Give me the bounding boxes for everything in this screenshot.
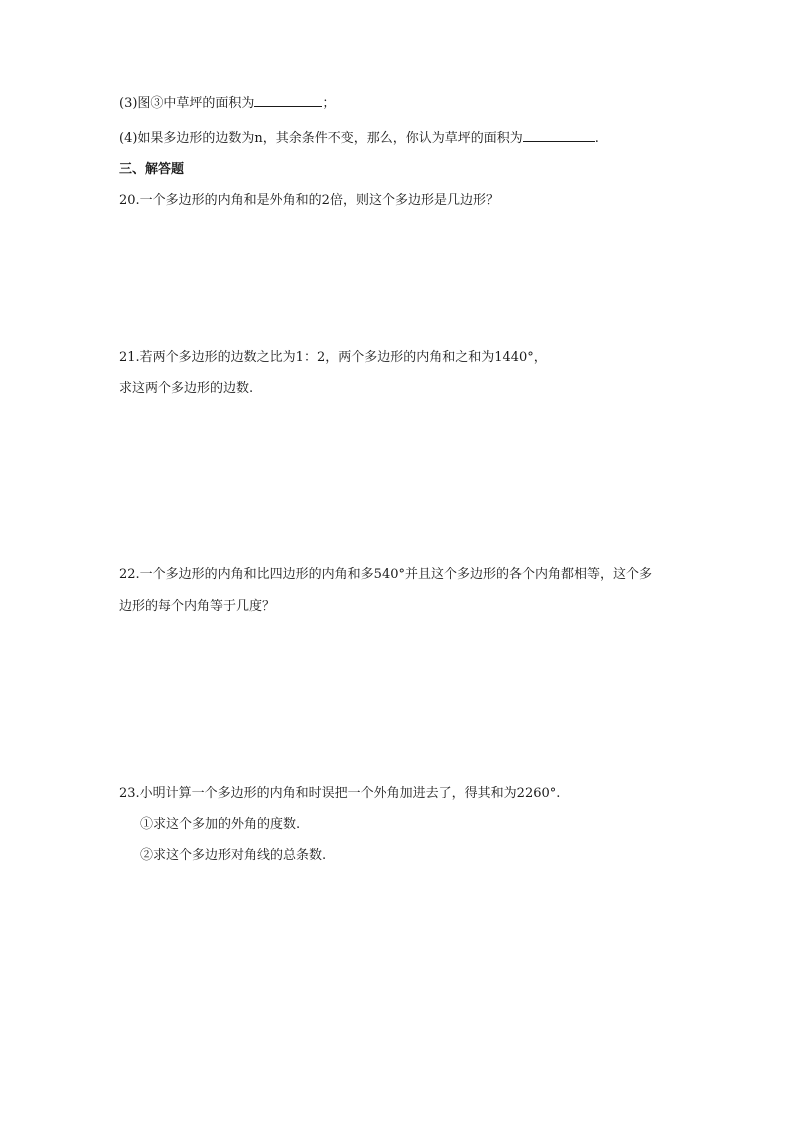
section-title: 三、解答题 bbox=[119, 162, 185, 177]
fill-in-q4 bbox=[119, 129, 599, 148]
q4-punct: . bbox=[594, 131, 599, 146]
q3-text: (3)图③中草坪的面积为 bbox=[119, 96, 255, 111]
fill-in-q3 bbox=[119, 94, 335, 113]
q3-punct: ； bbox=[322, 96, 336, 111]
question-23-sub-2: ②求这个多边形对角线的总条数. bbox=[140, 848, 327, 863]
q4-text: (4)如果多边形的边数为n，其余条件不变，那么，你认为草坪的面积为 bbox=[119, 131, 523, 146]
question-20: 20.一个多边形的内角和是外角和的2倍，则这个多边形是几边形？ bbox=[119, 193, 499, 208]
question-23: 23.小明计算一个多边形的内角和时误把一个外角加进去了，得其和为2260°. bbox=[119, 786, 561, 801]
question-21-line-2: 求这两个多边形的边数. bbox=[119, 381, 254, 396]
question-23-sub-1: ①求这个多加的外角的度数. bbox=[140, 817, 301, 832]
question-22-line-2: 边形的每个内角等于几度？ bbox=[119, 599, 276, 614]
q3-answer-blank[interactable] bbox=[254, 94, 322, 107]
question-22-line-1: 22.一个多边形的内角和比四边形的内角和多540°并且这个多边形的各个内角都相等，这个多 bbox=[119, 567, 652, 582]
q4-answer-blank[interactable] bbox=[523, 129, 595, 142]
question-21-line-1: 21.若两个多边形的边数之比为1：2，两个多边形的内角和之和为1440°， bbox=[119, 350, 547, 365]
